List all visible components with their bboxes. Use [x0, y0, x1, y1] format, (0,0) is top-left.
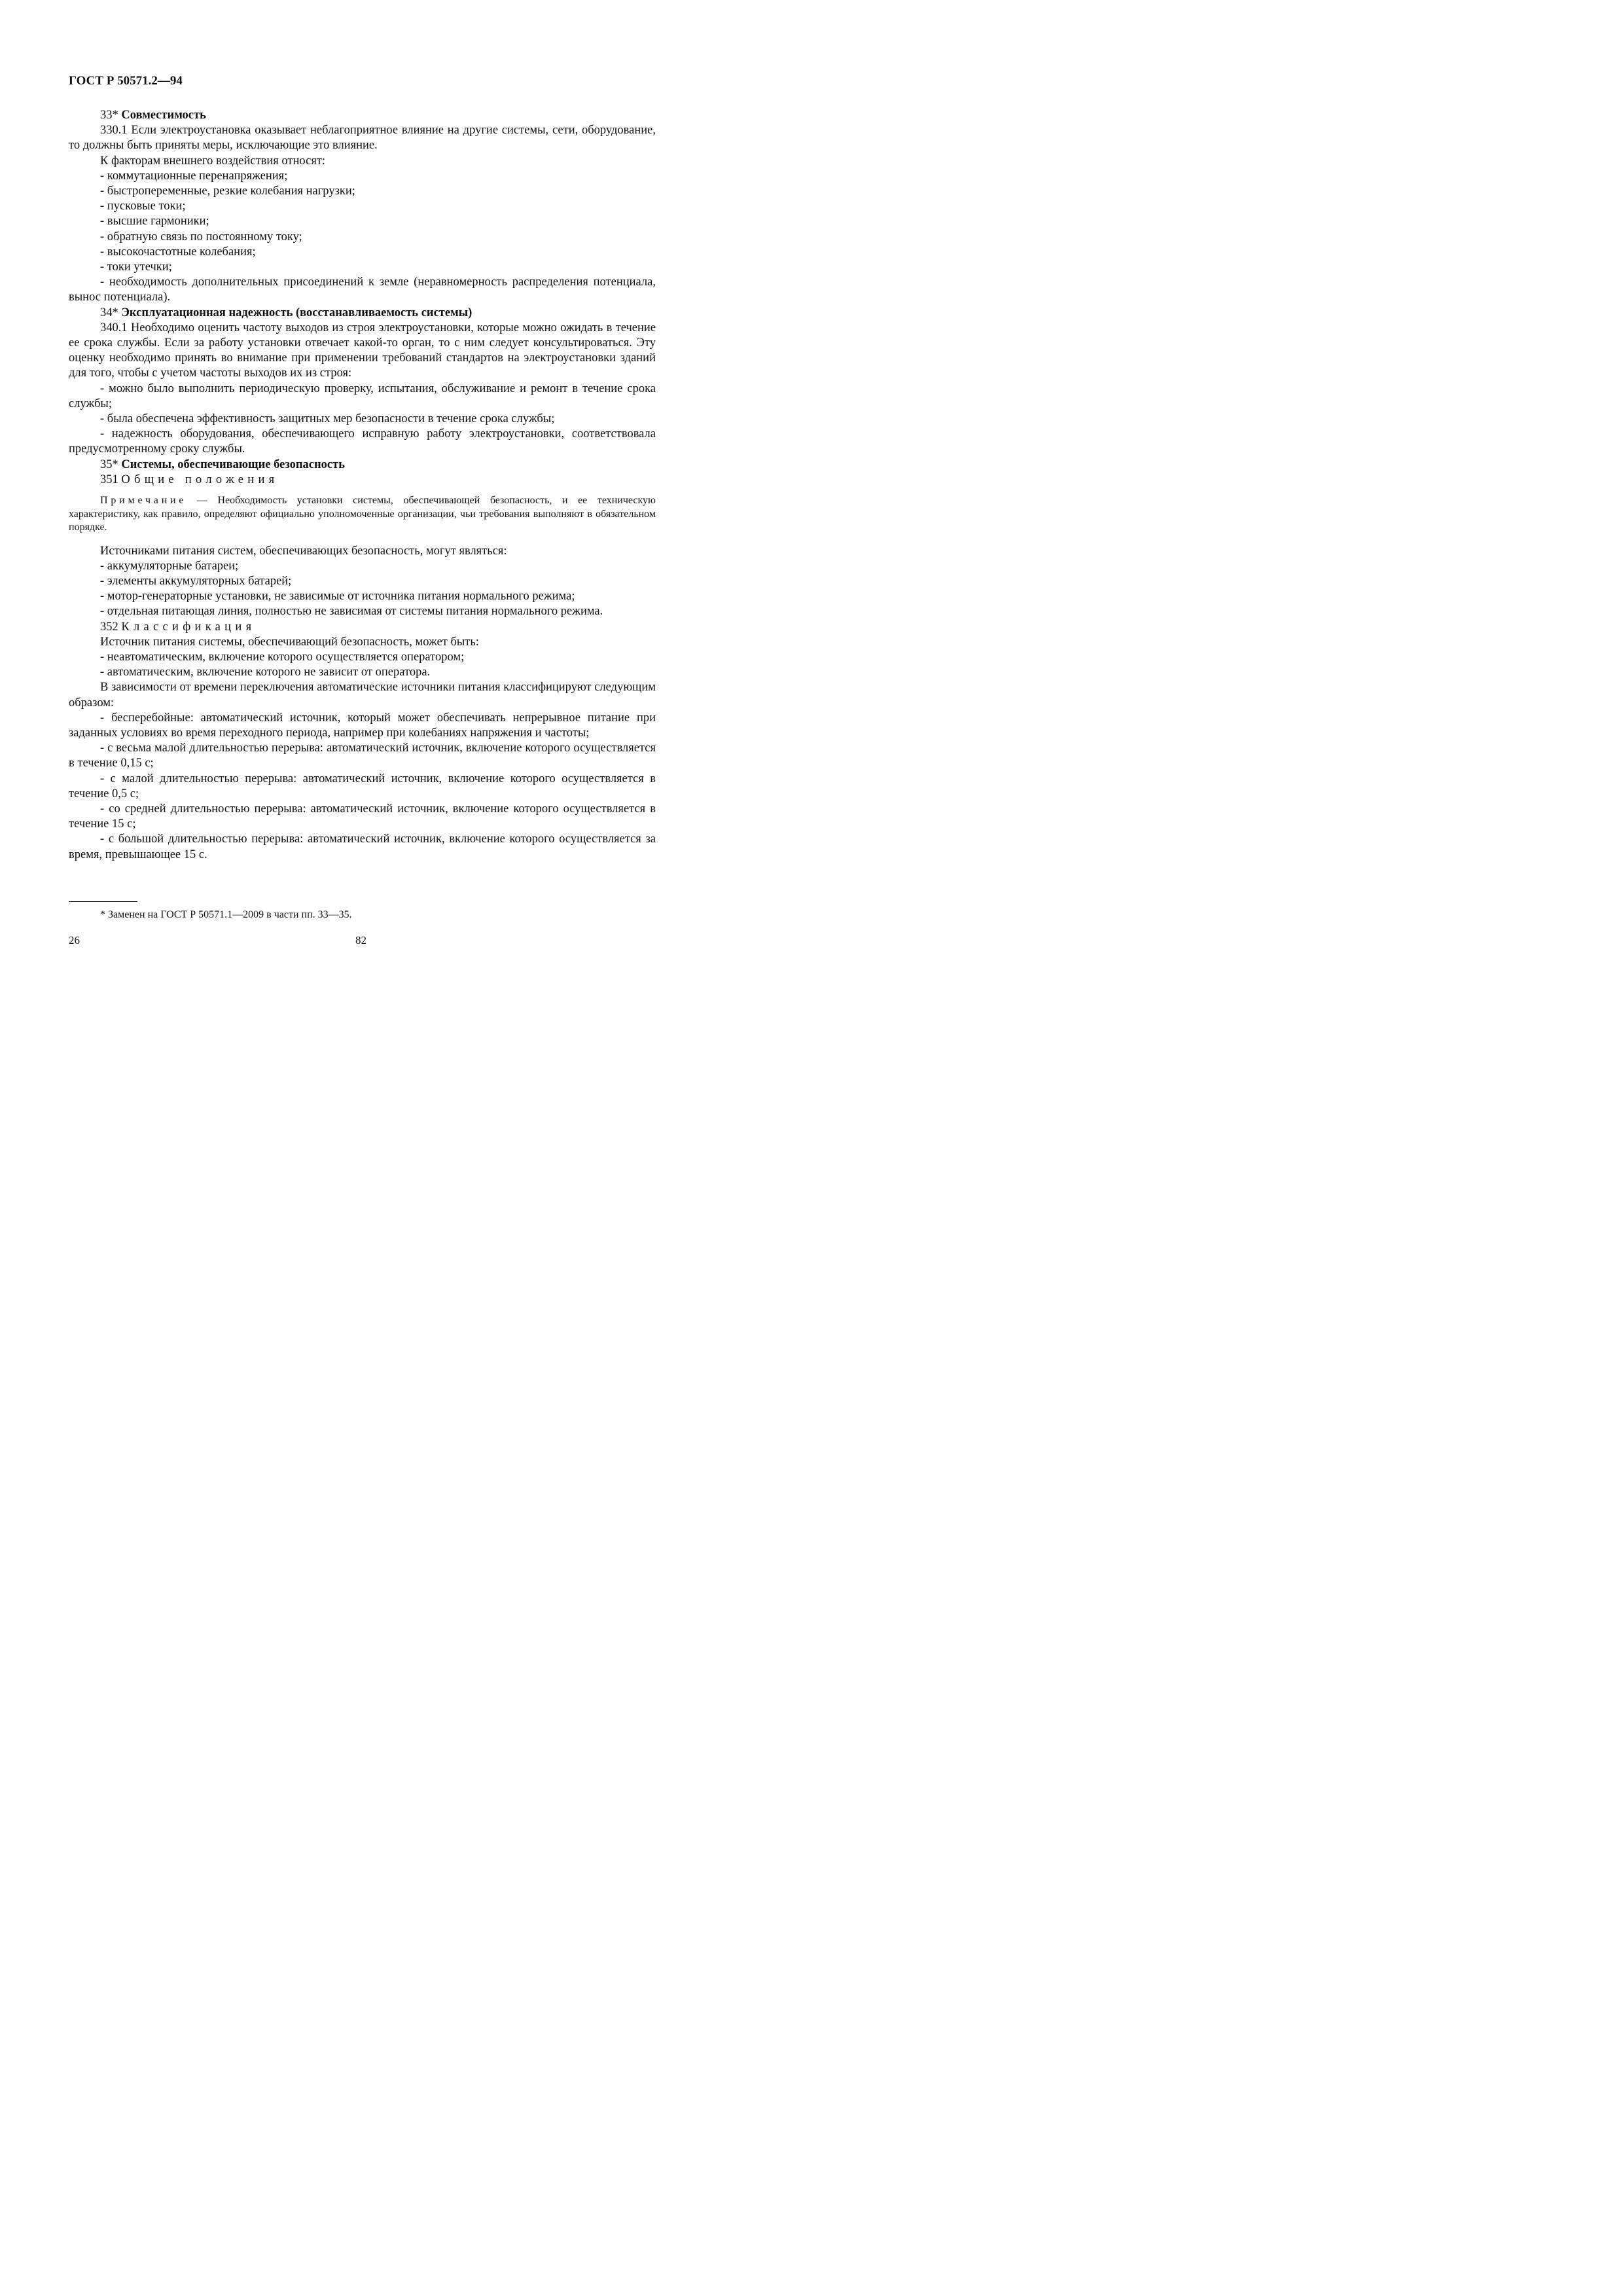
document-page [0, 0, 722, 1021]
footnote-divider [69, 901, 137, 902]
paragraph: Источниками питания систем, обеспечивающих безопасность, могут являться: [100, 544, 507, 558]
list-item: - необходимость дополнительных присоединений к земле (неравномерность распределения потенциала, вынос потенциала). [69, 276, 656, 304]
footnote: * Заменен на ГОСТ Р 50571.1—2009 в части пп. 33—35. [100, 909, 352, 920]
section-number: 35* [100, 457, 118, 471]
page-number-center: 82 [355, 934, 366, 946]
list-item: - надежность оборудования, обеспечивающего исправную работу электроустановки, соответствовала предусмотренному сроку службы. [69, 427, 656, 456]
document-header: ГОСТ Р 50571.2—94 [69, 74, 183, 88]
list-item: - бесперебойные: автоматический источник, который может обеспечивать непрерывное питание при заданных условиях во время переходного периода, например при колебаниях напряжения и частоты; [69, 711, 656, 740]
note-label: Примечание [100, 495, 187, 507]
list-item: - была обеспечена эффективность защитных мер безопасности в течение срока службы; [100, 412, 555, 426]
list-item: - со средней длительностью перерыва: автоматический источник, включение которого осуществляется в течение 15 с; [69, 802, 656, 831]
list-item: - высшие гармоники; [100, 215, 209, 228]
paragraph: Источник питания системы, обеспечивающий безопасность, может быть: [100, 635, 479, 649]
paragraph: В зависимости от времени переключения автоматические источники питания классифицируют следующим образом: [69, 681, 656, 709]
list-item: - с весьма малой длительностью перерыва: автоматический источник, включение которого осуществляется в течение 0,15 с; [69, 742, 656, 770]
paragraph: 330.1 Если электроустановка оказывает неблагоприятное влияние на другие системы, сети, оборудование, то должны быть приняты меры, исключающие это влияние. [69, 124, 656, 152]
page-body [69, 108, 656, 863]
paragraph: К факторам внешнего воздействия относят: [100, 154, 326, 168]
list-item: - обратную связь по постоянному току; [100, 230, 302, 243]
note-text: — Необходимость установки системы, обеспечивающей безопасность, и ее техническую характеристику, как правило, определяют официально уполномоченные организации, чьи требования выполняют в обязательном порядке. [69, 495, 656, 533]
section-35-heading [69, 457, 656, 473]
list-item: - можно было выполнить периодическую проверку, испытания, обслуживание и ремонт в течение срока службы; [69, 382, 656, 410]
subsection-title: Классификация [121, 620, 256, 634]
section-title: Системы, обеспечивающие безопасность [121, 457, 346, 471]
paragraph: 340.1 Необходимо оценить частоту выходов из строя электроустановки, которые можно ожидать в течение ее срока службы. Если за работу установки отвечает какой-то орган, то с ним следует консультироваться. Эту оценку необходимо принять во внимание при применении требований стандартов на электроустановки зданий для того, чтобы с учетом частоты выходов их из строя: [69, 321, 656, 380]
page-number-left: 26 [69, 934, 80, 946]
list-item: - быстропеременные, резкие колебания нагрузки; [100, 185, 355, 198]
subsection-number: 352 [100, 620, 118, 634]
list-item: - мотор-генераторные установки, не зависимые от источника питания нормального режима; [100, 590, 575, 603]
section-33-heading [69, 108, 656, 123]
list-item: - элементы аккумуляторных батарей; [100, 574, 292, 588]
section-title: Совместимость [121, 109, 206, 122]
note [69, 494, 656, 535]
list-item: - автоматическим, включение которого не зависит от оператора. [100, 666, 431, 679]
list-item: - отдельная питающая линия, полностью не зависимая от системы питания нормального режима. [100, 605, 603, 619]
subsection-352-heading [69, 620, 656, 635]
list-item: - высокочастотные колебания; [100, 245, 256, 259]
subsection-title: Общие положения [121, 473, 279, 486]
list-item: - токи утечки; [100, 260, 172, 274]
section-number: 34* [100, 306, 118, 319]
list-item: - коммутационные перенапряжения; [100, 169, 288, 183]
list-item: - аккумуляторные батареи; [100, 559, 239, 573]
section-title: Эксплуатационная надежность (восстанавливаемость системы) [121, 306, 473, 319]
subsection-351-heading [69, 473, 656, 488]
section-34-heading [69, 306, 656, 321]
list-item: - с большой длительностью перерыва: автоматический источник, включение которого осуществляется за время, превышающее 15 с. [69, 833, 656, 861]
list-item: - с малой длительностью перерыва: автоматический источник, включение которого осуществляется в течение 0,5 с; [69, 772, 656, 800]
subsection-number: 351 [100, 473, 118, 486]
section-number: 33* [100, 109, 118, 122]
list-item: - пусковые токи; [100, 200, 186, 213]
list-item: - неавтоматическим, включение которого осуществляется оператором; [100, 651, 465, 664]
